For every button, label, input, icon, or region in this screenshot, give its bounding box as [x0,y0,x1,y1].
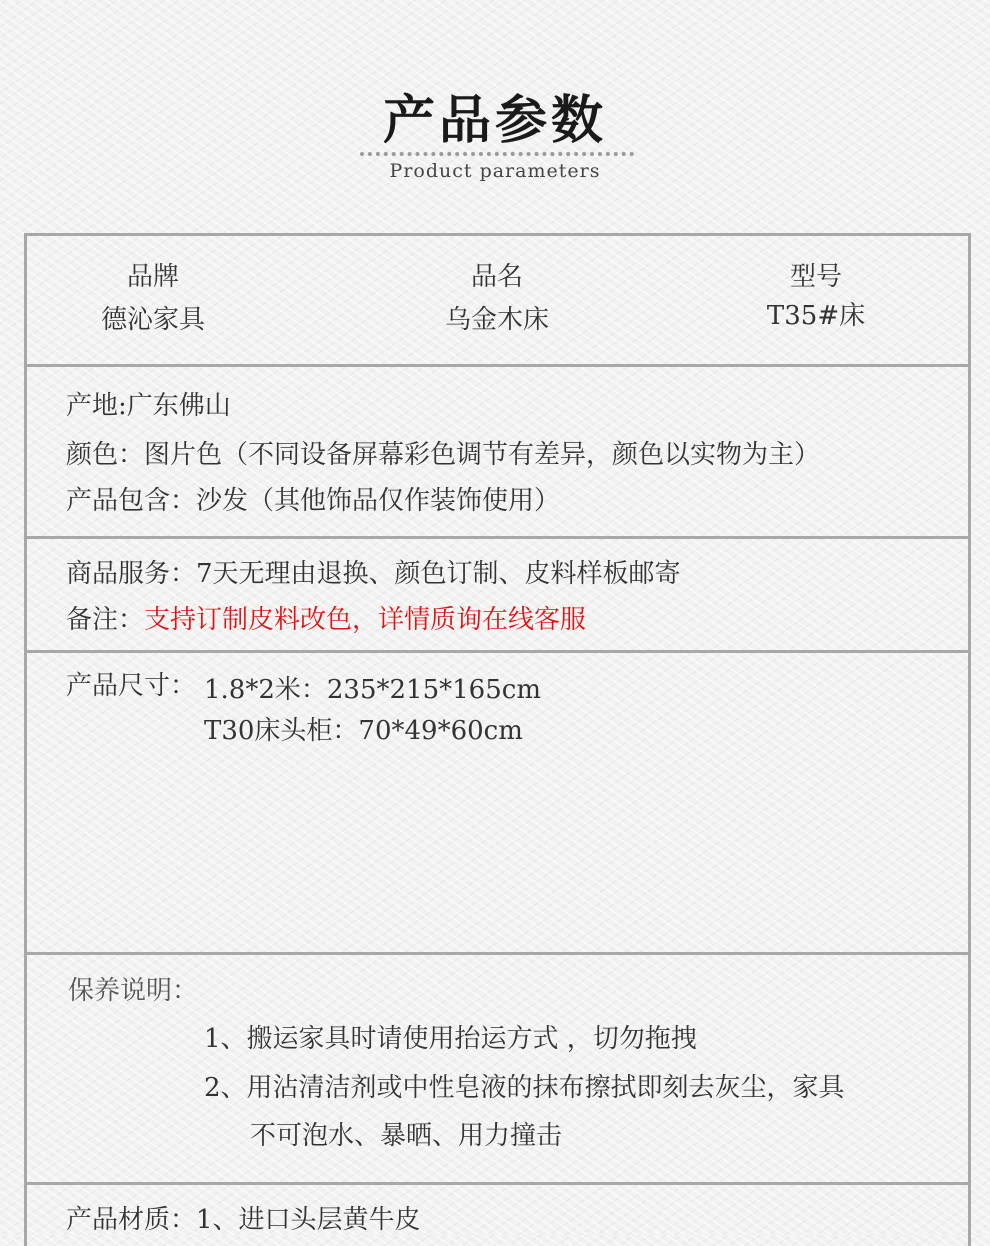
note-value: 支持订制皮料改色，详情质询在线客服 [144,605,587,635]
row-divider [24,364,968,367]
size-line-1: 1.8*2米：235*215*165cm [204,675,541,705]
package-value: 沙发（其他饰品仅作装饰使用） [196,486,561,516]
name-value: 乌金木床 [444,305,549,335]
package-label: 产品包含： [66,486,197,516]
color-value: 图片色（不同设备屏幕彩色调节有差异，颜色以实物为主） [144,440,821,470]
service-label: 商品服务： [66,559,197,589]
material-label: 产品材质： [66,1205,197,1235]
row-divider [24,1182,968,1185]
care-item-2-cont: 不可泡水、暴晒、用力撞击 [250,1121,563,1151]
color-label: 颜色： [66,440,145,470]
package-row [66,488,560,514]
row-divider [24,536,968,539]
note-label: 备注： [66,605,145,635]
color-row [66,442,820,468]
name-label: 品名 [470,262,523,292]
model-label: 型号 [789,262,842,292]
brand-label: 品牌 [126,262,179,292]
model-value: T35#床 [766,301,866,331]
dotted-divider [360,152,634,156]
service-value: 7天无理由退换、颜色订制、皮料样板邮寄 [196,559,681,589]
page-subtitle: Product parameters [389,160,601,182]
row-divider [24,952,968,955]
brand-value: 德沁家具 [100,305,205,335]
size-line-2: T30床头柜：70*49*60cm [204,716,523,746]
material-row [66,1207,421,1233]
page-title: 产品参数 [382,91,607,151]
service-row [66,561,681,587]
size-label: 产品尺寸： [66,671,197,701]
note-row [66,607,586,633]
care-item-1: 1、搬运家具时请使用抬运方式 ，切勿拖拽 [204,1024,697,1054]
care-label: 保养说明： [68,976,199,1006]
row-divider [24,650,968,653]
care-item-2: 2、用沾清洁剂或中性皂液的抹布擦拭即刻去灰尘，家具 [204,1073,845,1103]
material-item-1: 1、进口头层黄牛皮 [196,1205,421,1235]
origin-text: 产地:广东佛山 [66,391,231,421]
